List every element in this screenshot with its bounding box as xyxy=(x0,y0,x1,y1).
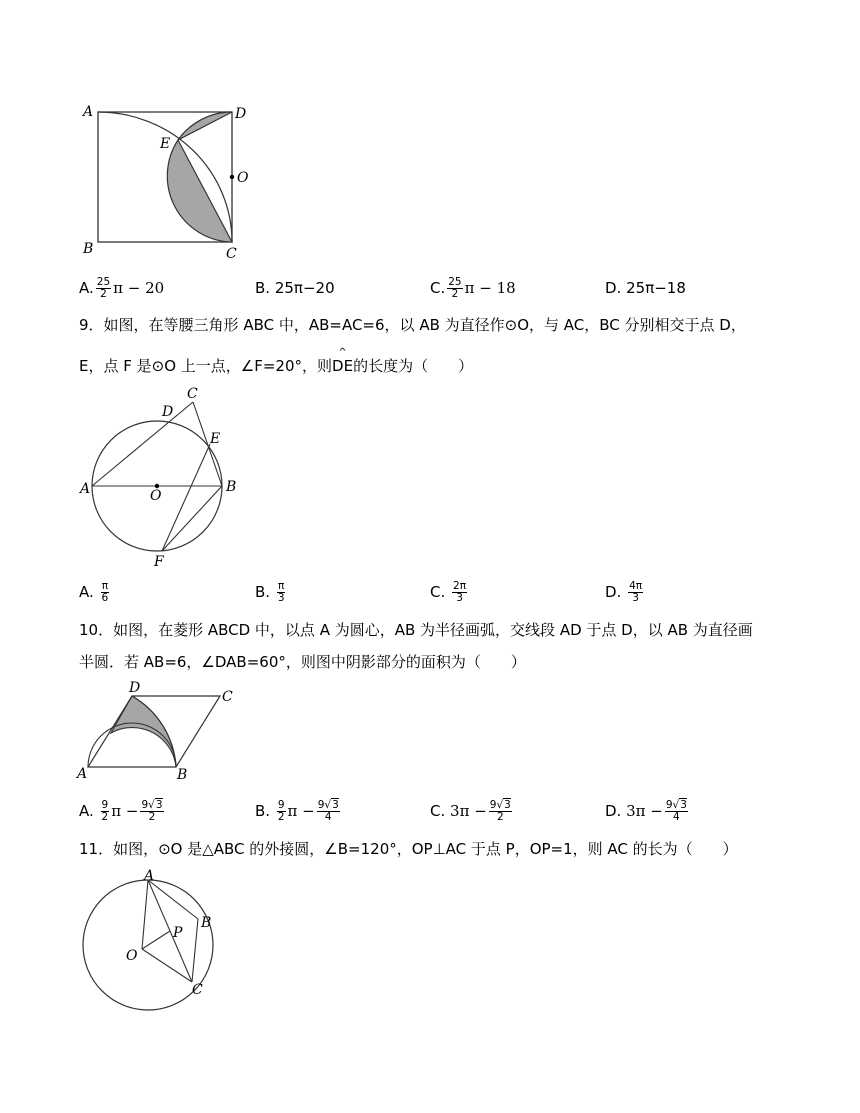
q10-label-c: C xyxy=(222,689,233,705)
numerator: 9√3 xyxy=(141,798,163,811)
q11-line-op xyxy=(142,931,170,949)
option-text: 25π−18 xyxy=(626,279,686,297)
denominator: 2 xyxy=(101,810,109,823)
option-letter: A. xyxy=(79,583,94,601)
q9-figure xyxy=(75,385,245,570)
option-letter: C. xyxy=(430,583,446,601)
numerator: 2π xyxy=(453,579,467,592)
q9-text-before: E，点 F 是⊙O 上一点，∠F=20°，则 xyxy=(79,357,333,375)
coefficient: 9 xyxy=(141,798,149,811)
q9-label-e: E xyxy=(210,431,221,447)
fraction xyxy=(277,800,286,823)
q11-label-b: B xyxy=(201,915,212,931)
q11-line-ab xyxy=(148,880,198,919)
numerator: 9√3 xyxy=(317,798,339,811)
numerator: 9 xyxy=(101,798,109,811)
q11-figure xyxy=(75,866,235,1011)
fraction xyxy=(277,581,286,604)
fraction xyxy=(628,581,643,604)
denominator: 3 xyxy=(456,591,463,604)
denominator: 3 xyxy=(632,591,639,604)
arc-label: DE xyxy=(332,357,354,375)
q9-option-a[interactable] xyxy=(79,574,111,610)
radicand: 3 xyxy=(504,798,511,811)
numerator: 25 xyxy=(96,275,111,288)
fraction xyxy=(489,800,512,823)
q10-option-d[interactable] xyxy=(605,793,690,829)
option-text: 25π−20 xyxy=(274,279,335,297)
fraction xyxy=(452,581,467,604)
q9-label-b: B xyxy=(226,479,237,495)
q8-option-d[interactable] xyxy=(605,270,686,306)
option-letter: B. xyxy=(255,583,271,601)
q9-option-d[interactable] xyxy=(605,574,645,610)
denominator: 2 xyxy=(100,287,107,300)
fraction xyxy=(101,800,110,823)
denominator: 6 xyxy=(101,591,109,604)
q8-label-e: E xyxy=(160,136,171,152)
q8-option-c[interactable] xyxy=(430,270,516,306)
q10-option-c[interactable] xyxy=(430,793,514,829)
denominator: 2 xyxy=(496,810,504,823)
q9-line-fe xyxy=(162,444,210,551)
denominator: 4 xyxy=(673,810,680,823)
option-letter: B. xyxy=(255,279,271,297)
fraction xyxy=(140,800,163,823)
arc-hat: ^ xyxy=(338,347,347,358)
q10-question-line2: 半圆．若 AB=6，∠DAB=60°，则图中阴影部分的面积为（ ） xyxy=(79,653,526,671)
q8-label-d: D xyxy=(235,106,247,122)
option-letter: D. xyxy=(605,802,622,820)
q9-option-b[interactable] xyxy=(255,574,288,610)
q11-label-o: O xyxy=(126,948,138,964)
q10-figure xyxy=(75,680,245,785)
denominator: 2 xyxy=(277,810,285,823)
q8-shaded-lens xyxy=(167,140,232,242)
radicand: 3 xyxy=(155,798,163,811)
numerator: π xyxy=(278,579,285,592)
numerator: 25 xyxy=(448,275,462,288)
option-tail: π − 18 xyxy=(464,279,516,297)
option-letter: C. xyxy=(430,279,446,297)
arc-de xyxy=(332,347,354,377)
denominator: 2 xyxy=(451,287,459,300)
option-letter: B. xyxy=(255,802,271,820)
q10-label-d: D xyxy=(129,680,141,696)
numerator: 9√3 xyxy=(489,798,511,811)
q8-option-b[interactable] xyxy=(255,270,335,306)
q8-figure xyxy=(70,98,260,268)
fraction xyxy=(447,277,462,300)
q8-label-b: B xyxy=(83,241,94,257)
q11-question-line1: 11．如图，⊙O 是△ABC 的外接圆，∠B=120°，OP⊥AC 于点 P，OP=1，则 AC 的长为（ ） xyxy=(79,840,738,858)
q9-option-c[interactable] xyxy=(430,574,469,610)
radicand: 3 xyxy=(680,798,687,811)
q9-label-a: A xyxy=(80,481,91,497)
q11-line-ac xyxy=(148,880,192,982)
option-pi: π − xyxy=(287,802,315,820)
fraction xyxy=(665,800,688,823)
q11-line-bc xyxy=(192,919,198,982)
q8-label-o: O xyxy=(237,170,249,186)
coefficient: 9 xyxy=(489,798,497,811)
q9-question-line2 xyxy=(79,347,474,377)
numerator: 9 xyxy=(277,798,285,811)
q8-shaded-sliver xyxy=(178,112,232,140)
option-letter: D. xyxy=(605,279,622,297)
q10-option-a[interactable] xyxy=(79,793,166,829)
coefficient: 9 xyxy=(317,798,325,811)
option-pi: π − xyxy=(111,802,139,820)
coefficient: 9 xyxy=(665,798,673,811)
numerator: 4π xyxy=(629,579,643,592)
q11-line-oa xyxy=(142,880,148,949)
option-letter: C. xyxy=(430,802,446,820)
q10-question-line1: 10．如图，在菱形 ABCD 中，以点 A 为圆心，AB 为半径画弧，交线段 AD 于点 D，以 AB 为直径画 xyxy=(79,621,753,639)
fraction xyxy=(317,800,340,823)
numerator: 9√3 xyxy=(665,798,687,811)
q8-label-c: C xyxy=(226,246,237,262)
q9-question-line1: 9．如图，在等腰三角形 ABC 中，AB=AC=6，以 AB 为直径作⊙O，与 AC，BC 分别相交于点 D， xyxy=(79,316,746,334)
q11-label-a: A xyxy=(144,868,155,884)
q9-label-o: O xyxy=(150,488,162,504)
q10-label-a: A xyxy=(77,766,88,782)
q10-label-b: B xyxy=(177,767,188,783)
option-letter: A. xyxy=(79,279,94,297)
q9-label-f: F xyxy=(154,554,164,570)
option-lead: 3π − xyxy=(626,802,663,820)
q11-label-p: P xyxy=(173,925,183,941)
q11-label-c: C xyxy=(192,982,203,998)
q8-label-a: A xyxy=(83,104,94,120)
option-letter: D. xyxy=(605,583,622,601)
fraction xyxy=(96,277,111,300)
denominator: 4 xyxy=(324,810,332,823)
q9-label-c: C xyxy=(187,386,198,402)
radicand: 3 xyxy=(332,798,339,811)
q9-text-after: 的长度为（ ） xyxy=(353,357,474,375)
option-tail: π − 20 xyxy=(113,279,165,297)
q9-label-d: D xyxy=(162,404,174,420)
numerator: π xyxy=(101,579,109,592)
q8-option-a[interactable] xyxy=(79,270,164,306)
denominator: 2 xyxy=(148,810,156,823)
q8-point-o xyxy=(230,175,234,179)
denominator: 3 xyxy=(277,591,285,604)
fraction xyxy=(101,581,110,604)
q10-option-b[interactable] xyxy=(255,793,342,829)
option-letter: A. xyxy=(79,802,94,820)
option-lead: 3π − xyxy=(450,802,487,820)
